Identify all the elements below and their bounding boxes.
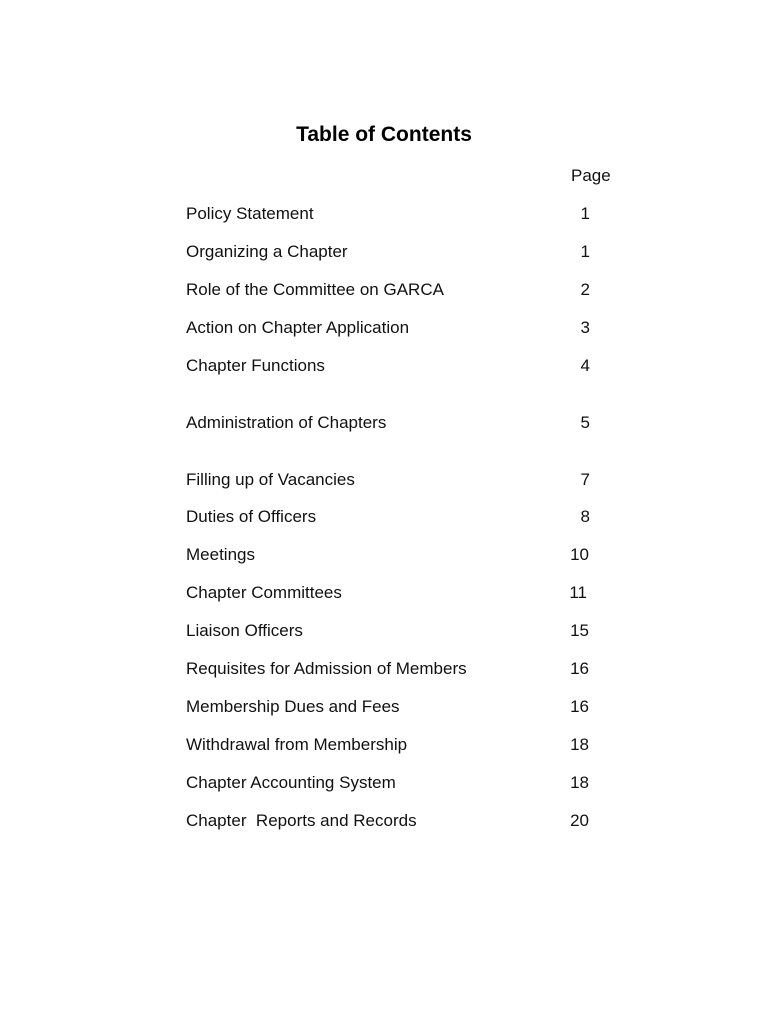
toc-entry	[186, 279, 590, 301]
toc-entry-page: 1	[580, 204, 590, 223]
toc-entry-page: 1	[580, 242, 590, 261]
toc-entry-label: Requisites for Admission of Members	[186, 659, 467, 678]
toc-entry-label: Duties of Officers	[186, 507, 317, 526]
toc-entry	[186, 544, 590, 566]
toc-entry	[186, 506, 590, 528]
toc-entry-page: 20	[570, 811, 589, 830]
toc-entry-page: 4	[580, 356, 590, 375]
toc-entry	[186, 469, 590, 491]
toc-entry	[186, 620, 590, 642]
toc-entry-page: 3	[580, 318, 590, 337]
toc-entry-label: Action on Chapter Application	[186, 318, 410, 337]
toc-entry-page: 10	[570, 545, 589, 564]
toc-entry-label: Membership Dues and Fees	[186, 697, 400, 716]
toc-entry-label: Chapter Reports and Records	[186, 811, 417, 830]
page-title: Table of Contents	[296, 123, 472, 146]
toc-entry-label: Administration of Chapters	[186, 413, 387, 432]
toc-entry-label: Chapter Accounting System	[186, 773, 396, 792]
toc-entry	[186, 241, 590, 263]
toc-entry-label: Liaison Officers	[186, 621, 303, 640]
toc-entry-page: 7	[580, 470, 590, 489]
toc-entry-label: Chapter Functions	[186, 356, 325, 375]
toc-entry-page: 2	[580, 280, 590, 299]
toc-entry-label: Organizing a Chapter	[186, 242, 348, 261]
toc-entry-page: 8	[580, 507, 590, 526]
toc-entry	[186, 734, 590, 756]
toc-entry-page: 18	[570, 735, 589, 754]
toc-entry	[186, 203, 590, 225]
toc-entry	[186, 696, 590, 718]
toc-entry	[186, 658, 590, 680]
toc-entry	[186, 582, 590, 604]
toc-entry-page: 16	[570, 697, 589, 716]
toc-entry	[186, 317, 590, 339]
toc-entry-page: 5	[580, 413, 590, 432]
page-column-header: Page	[571, 166, 611, 185]
toc-entry-label: Withdrawal from Membership	[186, 735, 408, 754]
toc-entry-label: Role of the Committee on GARCA	[186, 280, 444, 299]
toc-entry-page: 16	[570, 659, 589, 678]
toc-entry-page: 11	[569, 583, 587, 602]
toc-entry-label: Meetings	[186, 545, 255, 564]
toc-entry	[186, 412, 590, 434]
toc-entry-label: Policy Statement	[186, 204, 314, 223]
toc-entry-page: 15	[570, 621, 589, 640]
toc-entry	[186, 355, 590, 377]
toc-entry-page: 18	[570, 773, 589, 792]
toc-entry	[186, 810, 590, 832]
toc-entry-label: Chapter Committees	[186, 583, 342, 602]
toc-entry	[186, 772, 590, 794]
toc-entry-label: Filling up of Vacancies	[186, 470, 355, 489]
